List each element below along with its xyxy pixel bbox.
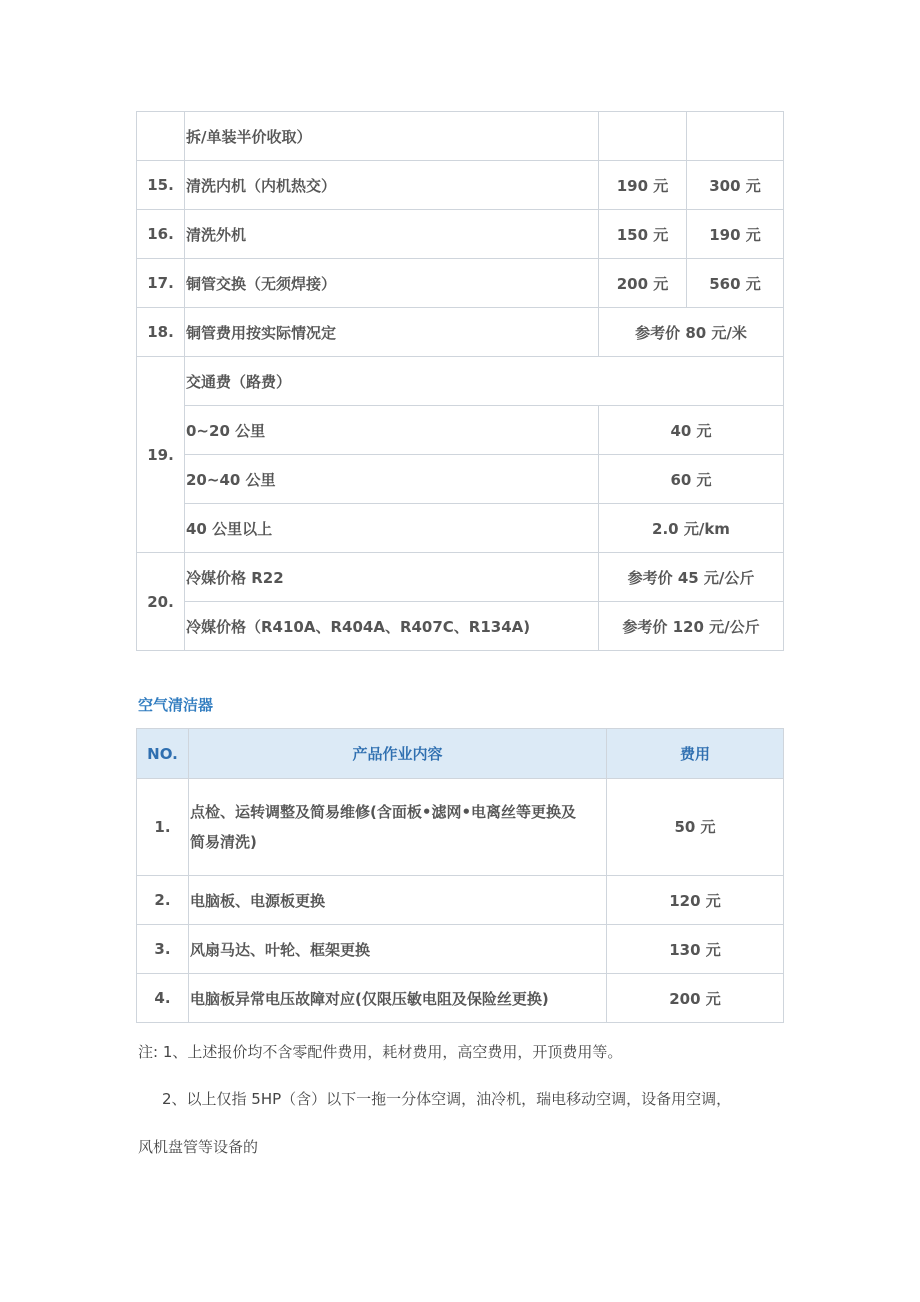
fee-cell: 120 元 <box>607 876 784 925</box>
item-line: 点检、运转调整及简易维修(含面板•滤网•电离丝等更换及 <box>190 803 577 821</box>
item-cell: 冷媒价格 R22 <box>185 553 599 602</box>
row-number: 19. <box>137 357 185 553</box>
row-number: 16. <box>137 210 185 259</box>
price-cell: 参考价 80 元/米 <box>599 308 784 357</box>
table-row <box>137 308 784 357</box>
service-price-table <box>136 111 784 651</box>
table-row <box>137 925 784 974</box>
row-number: 18. <box>137 308 185 357</box>
note-line-1: 注: 1、上述报价均不含零配件费用，耗材费用，高空费用，开顶费用等。 <box>138 1043 623 1061</box>
note-line-3: 风机盘管等设备的 <box>138 1138 259 1156</box>
table-header-row <box>137 729 784 779</box>
item-cell: 清洗内机（内机热交） <box>185 161 599 210</box>
fee-cell: 130 元 <box>607 925 784 974</box>
item-cell: 交通费（路费） <box>185 357 784 406</box>
item-cell: 清洗外机 <box>185 210 599 259</box>
price-cell: 150 元 <box>599 210 687 259</box>
row-number-cell <box>137 112 185 161</box>
row-number: 4. <box>137 974 189 1023</box>
header-no: NO. <box>137 729 189 779</box>
table-row <box>137 602 784 651</box>
row-number: 3. <box>137 925 189 974</box>
price-cell: 200 元 <box>599 259 687 308</box>
table-row <box>137 504 784 553</box>
item-cell: 电脑板异常电压故障对应(仅限压敏电阻及保险丝更换) <box>189 974 607 1023</box>
item-cell: 电脑板、电源板更换 <box>189 876 607 925</box>
note-line-2: 2、以上仅指 5HP（含）以下一拖一分体空调，油冷机，瑞电移动空调，设备用空调， <box>162 1090 732 1108</box>
table-row <box>137 357 784 406</box>
price-cell: 参考价 120 元/公斤 <box>599 602 784 651</box>
item-line: 简易清洗) <box>190 833 257 851</box>
header-content: 产品作业内容 <box>189 729 607 779</box>
price-cell: 300 元 <box>687 161 784 210</box>
item-cell: 铜管费用按实际情况定 <box>185 308 599 357</box>
section-title: 空气清洁器 <box>138 696 214 714</box>
table-row <box>137 210 784 259</box>
fee-cell: 200 元 <box>607 974 784 1023</box>
price-cell: 40 元 <box>599 406 784 455</box>
table-row <box>137 876 784 925</box>
table-row <box>137 161 784 210</box>
table-row <box>137 553 784 602</box>
item-cell: 20~40 公里 <box>185 455 599 504</box>
item-cell: 风扇马达、叶轮、框架更换 <box>189 925 607 974</box>
row-number: 1. <box>137 779 189 876</box>
fee-cell: 50 元 <box>607 779 784 876</box>
header-fee: 费用 <box>607 729 784 779</box>
item-cell: 40 公里以上 <box>185 504 599 553</box>
table-row <box>137 406 784 455</box>
table-row <box>137 112 784 161</box>
item-cell <box>189 779 607 876</box>
table-row <box>137 779 784 876</box>
price-cell: 2.0 元/km <box>599 504 784 553</box>
price-cell: 560 元 <box>687 259 784 308</box>
row-number: 20. <box>137 553 185 651</box>
air-purifier-price-table <box>136 728 784 1023</box>
table-row <box>137 455 784 504</box>
row-number: 15. <box>137 161 185 210</box>
price-cell: 190 元 <box>599 161 687 210</box>
row-number: 2. <box>137 876 189 925</box>
table-row <box>137 974 784 1023</box>
table-row <box>137 259 784 308</box>
price-cell: 60 元 <box>599 455 784 504</box>
item-cell: 0~20 公里 <box>185 406 599 455</box>
item-cell: 铜管交换（无须焊接） <box>185 259 599 308</box>
row-number: 17. <box>137 259 185 308</box>
item-cell: 拆/单装半价收取） <box>185 112 599 161</box>
price-cell: 参考价 45 元/公斤 <box>599 553 784 602</box>
price-cell: 190 元 <box>687 210 784 259</box>
item-cell: 冷媒价格（R410A、R404A、R407C、R134A) <box>185 602 599 651</box>
